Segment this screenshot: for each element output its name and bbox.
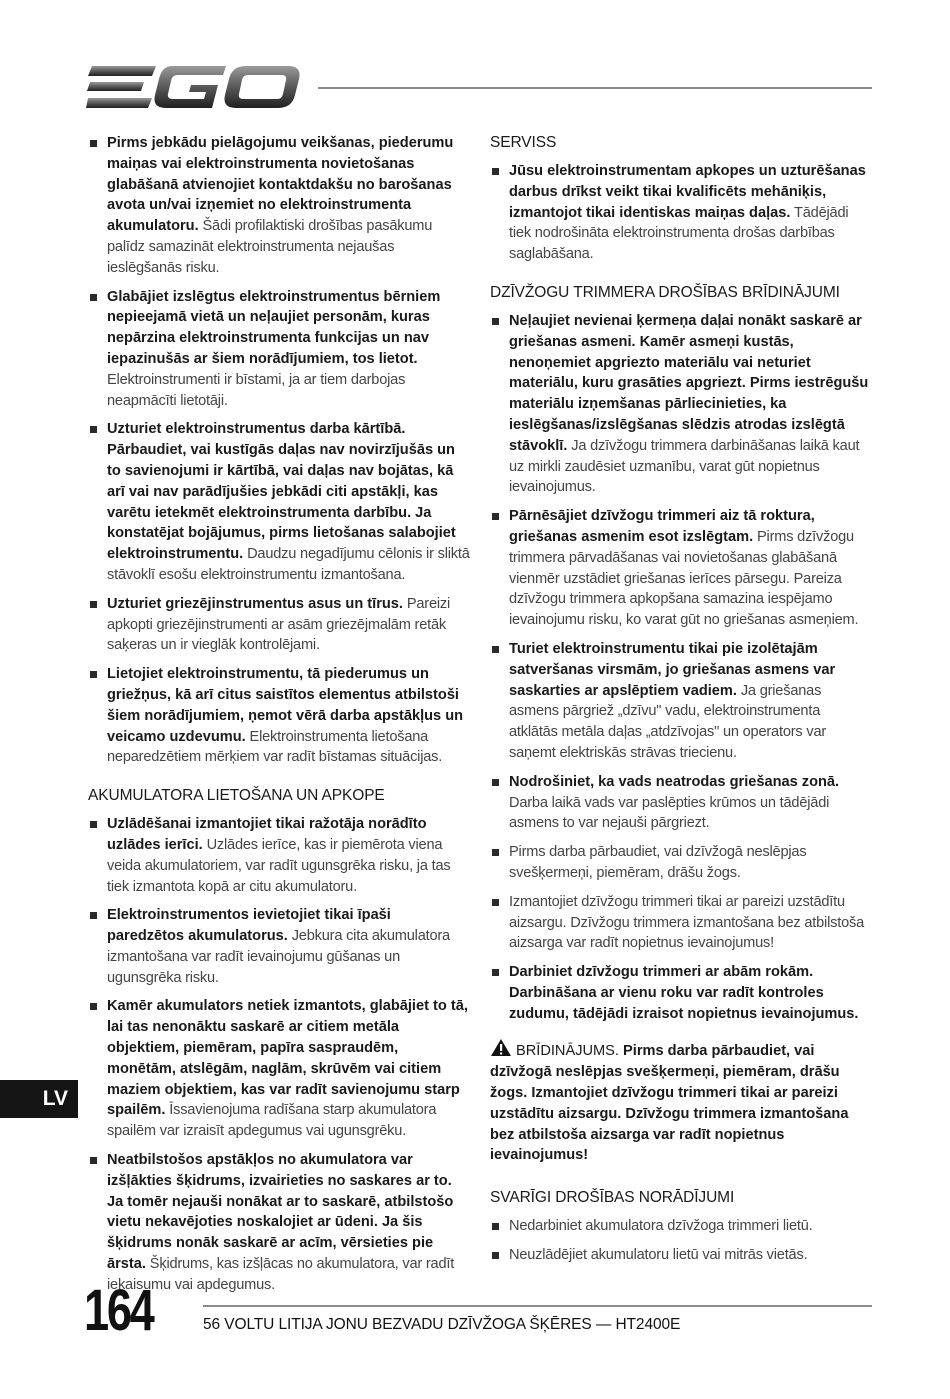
list-item: Izmantojiet dzīvžogu trimmeri tikai ar pareizi uzstādītu aizsargu. Dzīvžogu trimmera izmantošana bez atbilstoša aizsarga var radīt nopietnus ievainojumus! — [490, 892, 872, 954]
list-item: Turiet elektroinstrumentu tikai pie izolētajām satveršanas virsmām, jo griešanas asmens var saskarties ar apslēptiem vadiem. Ja griešanas asmens pārgriež „dzīvu" vadu, elektroinstrumenta atklātās metāla daļas „atdzīvojas" un operators var saņemt elektriskās strāvas triecienu. — [490, 639, 872, 764]
bullet-icon — [90, 140, 97, 147]
list-item: Neatbilstošos apstākļos no akumulatora var izšļākties šķidrums, izvairieties no saskares ar to. Ja tomēr nejauši nonākat ar to saskarē, atbilstošo vietu nekavējoties noskalojiet ar ūdeni. Ja šis šķidrums nonāk saskarē ar acīm, vērsieties pie ārsta. Šķidrums, kas izšļācas no akumulatora, var radīt iekaisumu vai apdegumus. — [88, 1150, 470, 1296]
list-item: Darbiniet dzīvžogu trimmeri ar abām rokām. Darbināšana ar vienu roku var radīt kontroles zudumu, tādējādi izraisot nopietnus ievainojumus. — [490, 962, 872, 1024]
section-heading-trimmer: DZĪVŽOGU TRIMMERA DROŠĪBAS BRĪDINĀJUMI — [490, 283, 840, 301]
bullet-icon — [492, 318, 499, 325]
bullet-icon — [492, 899, 499, 906]
bullet-icon — [492, 646, 499, 653]
list-item: Glabājiet izslēgtus elektroinstrumentus bērniem nepieejamā vietā un neļaujiet personām, kuras nepārzina elektroinstrumenta funkcijas un nav iepazinušās ar šiem norādījumiem, tos lietot. Elektroinstrumenti ir bīstami, ja ar tiem darbojas neapmācīti lietotāji. — [88, 287, 470, 412]
list-item: Neuzlādējiet akumulatoru lietū vai mitrās vietās. — [490, 1245, 872, 1266]
bullet-icon — [492, 168, 499, 175]
header-rule — [318, 87, 872, 89]
list-item: Nodrošiniet, ka vads neatrodas griešanas zonā. Darba laikā vads var paslēpties krūmos un tādējādi asmens to var nejauši pārgriezt. — [490, 772, 872, 834]
bullet-icon — [492, 969, 499, 976]
footer-title: 56 VOLTU LITIJA JONU BEZVADU DZĪVŽOGA ŠĶĒRES — HT2400E — [203, 1316, 681, 1333]
warning-block — [490, 1038, 872, 1166]
bullet-icon — [492, 1223, 499, 1230]
warning-triangle-icon — [490, 1038, 512, 1057]
bullet-icon — [90, 821, 97, 828]
page-number: 164 — [84, 1278, 153, 1343]
list-item: Lietojiet elektroinstrumentu, tā piederumus un griežņus, kā arī citus saistītos elementus atbilstoši šiem norādījumiem, ņemot vērā darba apstākļus un veicamo uzdevumu. Elektroinstrumenta lietošana neparedzētiem mērķiem var radīt bīstamas situācijas. — [88, 664, 470, 768]
right-column — [490, 133, 872, 1274]
section-heading-service: SERVISS — [490, 134, 557, 151]
list-item: Uzturiet griezējinstrumentus asus un tīrus. Pareizi apkopti griezējinstrumenti ar asām griezējmalām retāk saķeras un ir vieglāk kontrolējami. — [88, 594, 470, 656]
section-heading-battery: AKUMULATORA LIETOŠANA UN APKOPE — [88, 787, 385, 805]
list-item: Nedarbiniet akumulatora dzīvžoga trimmeri lietū. — [490, 1216, 872, 1237]
bullet-icon — [90, 671, 97, 678]
left-column — [88, 133, 470, 1304]
list-item: Uzlādēšanai izmantojiet tikai ražotāja norādīto uzlādes ierīci. Uzlādes ierīce, kas ir piemērota viena veida akumulatoriem, var radīt ugunsgrēka risku, ja tas tiek izmantota kopā ar citu akumulatoru. — [88, 814, 470, 897]
list-item: Elektroinstrumentos ievietojiet tikai īpaši paredzētos akumulatorus. Jebkura cita akumulatora izmantošana var radīt ievainojumu gūšanas un ugunsgrēka risku. — [88, 905, 470, 988]
list-item: Pirms jebkādu pielāgojumu veikšanas, piederumu maiņas vai elektroinstrumenta novietošanas glabāšanā atvienojiet kontaktdakšu no barošanas avota un/vai izņemiet no elektroinstrumenta akumulatoru. Šādi profilaktiski drošības pasākumu palīdz samazināt elektroinstrumenta nejaušas ieslēgšanās risku. — [88, 133, 470, 279]
list-item: Pārnēsājiet dzīvžogu trimmeri aiz tā roktura, griešanas asmenim esot izslēgtam. Pirms dzīvžogu trimmera pārvadāšanas vai novietošanas glabāšanā vienmēr uzstādiet griešanas ierīces pārsegu. Pareiza dzīvžogu trimmera apkopšana samazina iespējamo ievainojumu risku, ko varat gūt no griešanas asmeņiem. — [490, 506, 872, 631]
list-item: Neļaujiet nevienai ķermeņa daļai nonākt saskarē ar griešanas asmeni. Kamēr asmeņi kustās, nenoņemiet apgriezto materiālu vai neturiet materiālu, kuru grasāties apgriezt. Pirms iestrēgušu materiālu izņemšanas pārliecinieties, ka ieslēgšanas/izslēgšanas slēdzis atrodas izslēgtā stāvoklī. Ja dzīvžogu trimmera darbināšanas laikā kaut uz mirkli zaudēsiet uzmanību, varat gūt nopietnus ievainojumus. — [490, 311, 872, 498]
bullet-icon — [492, 779, 499, 786]
bullet-icon — [492, 1252, 499, 1259]
bullet-icon — [90, 1157, 97, 1164]
bullet-icon — [492, 513, 499, 520]
section-heading-important: SVARĪGI DROŠĪBAS NORĀDĪJUMI — [490, 1189, 735, 1207]
bullet-icon — [90, 912, 97, 919]
bullet-icon — [90, 294, 97, 301]
list-item: Jūsu elektroinstrumentam apkopes un uzturēšanas darbus drīkst veikt tikai kvalificēts mehāniķis, izmantojot tikai identiskas maiņas daļas. Tādējādi tiek nodrošināta elektroinstrumenta drošas darbības saglabāšana. — [490, 161, 872, 265]
bullet-icon — [492, 849, 499, 856]
list-item: Pirms darba pārbaudiet, vai dzīvžogā neslēpjas svešķermeņi, piemēram, drāšu žogs. — [490, 842, 872, 884]
footer-rule — [203, 1305, 872, 1307]
warning-text: Pirms darba pārbaudiet, vai dzīvžogā neslēpjas svešķermeņi, piemēram, drāšu žogs. Izmantojiet dzīvžogu trimmeri tikai ar pareizi uzstādītu aizsargu. Dzīvžogu trimmera izmantošana bez atbilstoša aizsarga var radīt nopietnus ievainojumus! — [490, 1043, 849, 1164]
list-item: Uzturiet elektroinstrumentus darba kārtībā. Pārbaudiet, vai kustīgās daļas nav novirzījušās un to savienojumi ir kārtībā, vai daļas nav bojātas, kā arī vai nav parādījušies jebkādi citi apstākļi, kas varētu ietekmēt elektroinstrumenta darbību. Ja konstatējat bojājumus, pirms lietošanas salabojiet elektroinstrumentu. Daudzu negadījumu cēlonis ir sliktā stāvoklī esošu elektroinstrumentu izmantošana. — [88, 419, 470, 585]
bullet-icon — [90, 426, 97, 433]
list-item: Kamēr akumulators netiek izmantots, glabājiet to tā, lai tas nenonāktu saskarē ar citiem metāla objektiem, piemēram, papīra saspraudēm, monētām, atslēgām, naglām, skrūvēm vai citiem maziem objektiem, kas var radīt savienojumu starp spailēm. Īssavienojuma radīšana starp akumulatora spailēm var izraisīt apdegumus vai ugunsgrēku. — [88, 996, 470, 1142]
ego-logo — [86, 62, 301, 112]
bullet-icon — [90, 1003, 97, 1010]
bullet-icon — [90, 601, 97, 608]
warning-label: BRĪDINĀJUMS. — [516, 1043, 619, 1060]
language-tab: LV — [0, 1080, 78, 1118]
